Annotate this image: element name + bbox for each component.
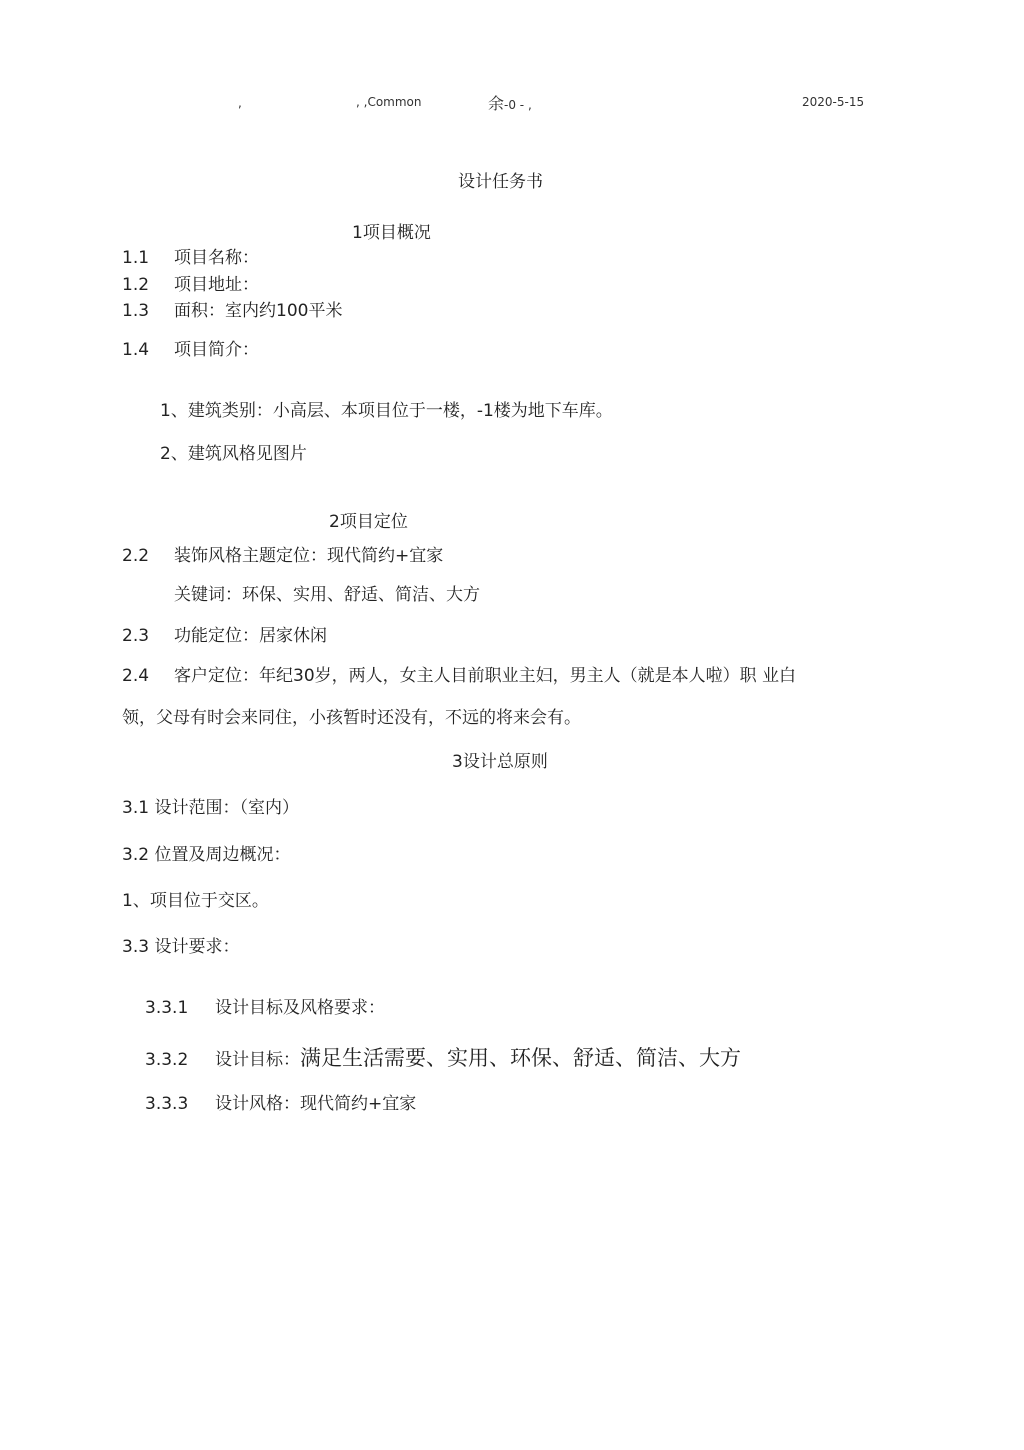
section2-item — [122, 621, 327, 646]
header-center — [488, 91, 532, 114]
item-number: 1.4 — [122, 340, 150, 360]
section3-sub-item — [145, 993, 385, 1018]
section3-line: 3.3 设计要求： — [122, 937, 240, 957]
item-text: 装饰风格主题定位：现代简约+宜家 — [174, 546, 444, 566]
section2-heading: 2项目定位 — [329, 512, 408, 532]
section1-item — [122, 270, 259, 295]
section3-line: 3.2 位置及周边概况： — [122, 845, 291, 865]
section3-line: 1、项目位于交区。 — [122, 891, 269, 911]
section2-continuation: 领，父母有时会来同住，小孩暂时还没有，不远的将来会有。 — [122, 708, 581, 728]
item-number: 1.1 — [122, 248, 150, 268]
header-marks: , , — [356, 95, 368, 109]
item-label: 设计目标： — [215, 1050, 300, 1070]
item-number: 2.2 — [122, 546, 150, 566]
item-number: 3.3.2 — [145, 1050, 189, 1070]
item-text: 功能定位：居家休闲 — [174, 626, 327, 646]
item-text: 项目简介： — [174, 340, 259, 360]
section1-heading: 1项目概况 — [352, 223, 431, 243]
section1-sub-item: 2、建筑风格见图片 — [160, 444, 307, 464]
section2-item — [122, 580, 480, 605]
item-number: 1.2 — [122, 275, 150, 295]
header-mark: , — [238, 96, 242, 110]
section3-sub-item — [145, 1089, 416, 1114]
section3-sub-item — [145, 1042, 741, 1072]
section3-heading: 3设计总原则 — [452, 752, 548, 772]
item-number: 3.3.1 — [145, 998, 189, 1018]
section1-item — [122, 243, 259, 268]
header-center-big: 余 — [488, 94, 505, 113]
item-number: 3.3.3 — [145, 1094, 189, 1114]
header-date: 2020-5-15 — [802, 95, 865, 109]
section1-item — [122, 335, 259, 360]
item-text: 关键词：环保、实用、舒适、简洁、大方 — [174, 585, 480, 605]
item-text: 项目名称： — [174, 248, 259, 268]
section1-sub-item: 1、建筑类别：小高层、本项目位于一楼，-1楼为地下车库。 — [160, 401, 613, 421]
header-common: Common — [367, 95, 422, 109]
item-text: 项目地址： — [174, 275, 259, 295]
item-text: 面积：室内约100平米 — [174, 301, 343, 321]
item-number: 2.3 — [122, 626, 150, 646]
section1-item — [122, 296, 342, 321]
section3-line: 3.1 设计范围：（室内） — [122, 798, 299, 818]
section2-item — [122, 661, 796, 686]
header-center-small: -0 - , — [504, 98, 532, 112]
section2-item — [122, 541, 443, 566]
item-number: 1.3 — [122, 301, 150, 321]
document-title: 设计任务书 — [458, 172, 543, 192]
item-text: 客户定位：年纪30岁，两人，女主人目前职业主妇，男主人（就是本人啦）职 业白 — [174, 666, 797, 686]
item-label: 设计目标及风格要求： — [215, 998, 385, 1018]
item-number: 2.4 — [122, 666, 150, 686]
item-rest: 满足生活需要、实用、环保、舒适、简洁、大方 — [300, 1046, 741, 1070]
item-label: 设计风格：现代简约+宜家 — [215, 1094, 417, 1114]
header-left-text — [356, 95, 422, 109]
